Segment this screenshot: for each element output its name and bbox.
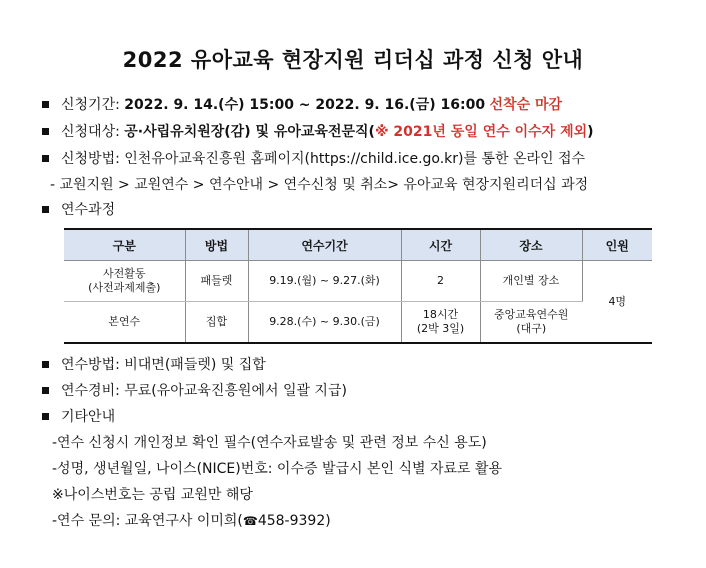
course-line: [42, 201, 115, 219]
etc-item-2: -성명, 생년월일, 나이스(NICE)번호: 이수증 발급시 본인 식별 자료로 활용: [52, 461, 503, 477]
method-path: - 교원지원 > 교원연수 > 연수안내 > 연수신청 및 취소> 유아교육 현장지원리더십 과정: [50, 177, 589, 193]
etc-item-3: ※나이스번호는 공립 교원만 해당: [52, 487, 253, 503]
method-value: 인천유아교육진흥원 홈페이지(https://child.ice.go.kr)를 통한 온라인 접수: [124, 151, 586, 167]
course-table: [64, 228, 652, 344]
method-line: [42, 150, 585, 168]
period-cell: 9.19.(월) ~ 9.27.(화): [248, 261, 401, 302]
category-text: 본연수: [108, 315, 141, 328]
target-value: 공·사립유치원장(감) 및 유아교육전문직(: [124, 124, 375, 140]
training-cost-text: 연수경비: 무료(유아교육진흥원에서 일괄 지급): [61, 383, 347, 399]
target-note: ※ 2021년 동일 연수 이수자 제외: [374, 124, 588, 140]
bullet-icon: [42, 413, 49, 420]
place-text: 개인별 장소: [502, 274, 560, 287]
period-line: [42, 96, 562, 114]
category-subtext: (사전과제제출): [88, 281, 161, 294]
time-subtext: (2박 3일): [416, 322, 465, 335]
etc-item-1: -연수 신청시 개인정보 확인 필수(연수자료발송 및 관련 정보 수신 용도): [52, 435, 487, 451]
target-line: [42, 123, 594, 141]
bullet-icon: [42, 361, 49, 368]
place-cell: [480, 261, 582, 302]
table-header-row: [64, 229, 652, 261]
place-cell: [480, 302, 582, 344]
place-subtext: (대구): [516, 322, 547, 335]
table-row: [64, 261, 652, 302]
header-method: 방법: [185, 229, 248, 261]
bullet-icon: [42, 387, 49, 394]
bullet-icon: [42, 206, 49, 213]
period-cell: 9.28.(수) ~ 9.30.(금): [248, 302, 401, 344]
etc-label: 기타안내: [61, 409, 116, 425]
time-cell: [401, 302, 480, 344]
method-cell: 집합: [185, 302, 248, 344]
bullet-icon: [42, 101, 49, 108]
header-period: 연수기간: [248, 229, 401, 261]
place-text: 중앙교육연수원: [494, 308, 569, 321]
page-title: 2022 유아교육 현장지원 리더십 과정 신청 안내: [122, 48, 584, 72]
period-value: 2022. 9. 14.(수) 15:00 ~ 2022. 9. 16.(금) 16:00: [124, 97, 486, 113]
contact-prefix: -연수 문의: 교육연구사 이미희(: [52, 513, 243, 529]
header-time: 시간: [401, 229, 480, 261]
category-cell: [64, 261, 185, 302]
period-note: 선착순 마감: [489, 97, 563, 113]
header-place: 장소: [480, 229, 582, 261]
target-close: ): [587, 124, 594, 140]
phone-icon: ☎: [242, 514, 258, 528]
method-label: 신청방법:: [61, 151, 120, 167]
table-row: [64, 302, 652, 344]
category-text: 사전활동: [102, 267, 146, 280]
bullet-icon: [42, 155, 49, 162]
training-method-text: 연수방법: 비대면(패들렛) 및 집합: [61, 357, 266, 373]
training-method-line: [42, 356, 266, 374]
etc-line: [42, 408, 115, 426]
time-text: 2: [437, 274, 444, 287]
target-label: 신청대상:: [61, 124, 120, 140]
category-cell: [64, 302, 185, 344]
training-cost-line: [42, 382, 347, 400]
time-text: 18시간: [422, 308, 459, 321]
bullet-icon: [42, 128, 49, 135]
method-cell: 패들렛: [185, 261, 248, 302]
header-category: 구분: [64, 229, 185, 261]
header-headcount: 인원: [582, 229, 652, 261]
etc-item-4: [52, 512, 331, 530]
contact-number: 458-9392): [257, 513, 331, 529]
headcount-cell: 4명: [582, 261, 652, 344]
period-label: 신청기간:: [61, 97, 120, 113]
time-cell: [401, 261, 480, 302]
course-label: 연수과정: [61, 202, 116, 218]
